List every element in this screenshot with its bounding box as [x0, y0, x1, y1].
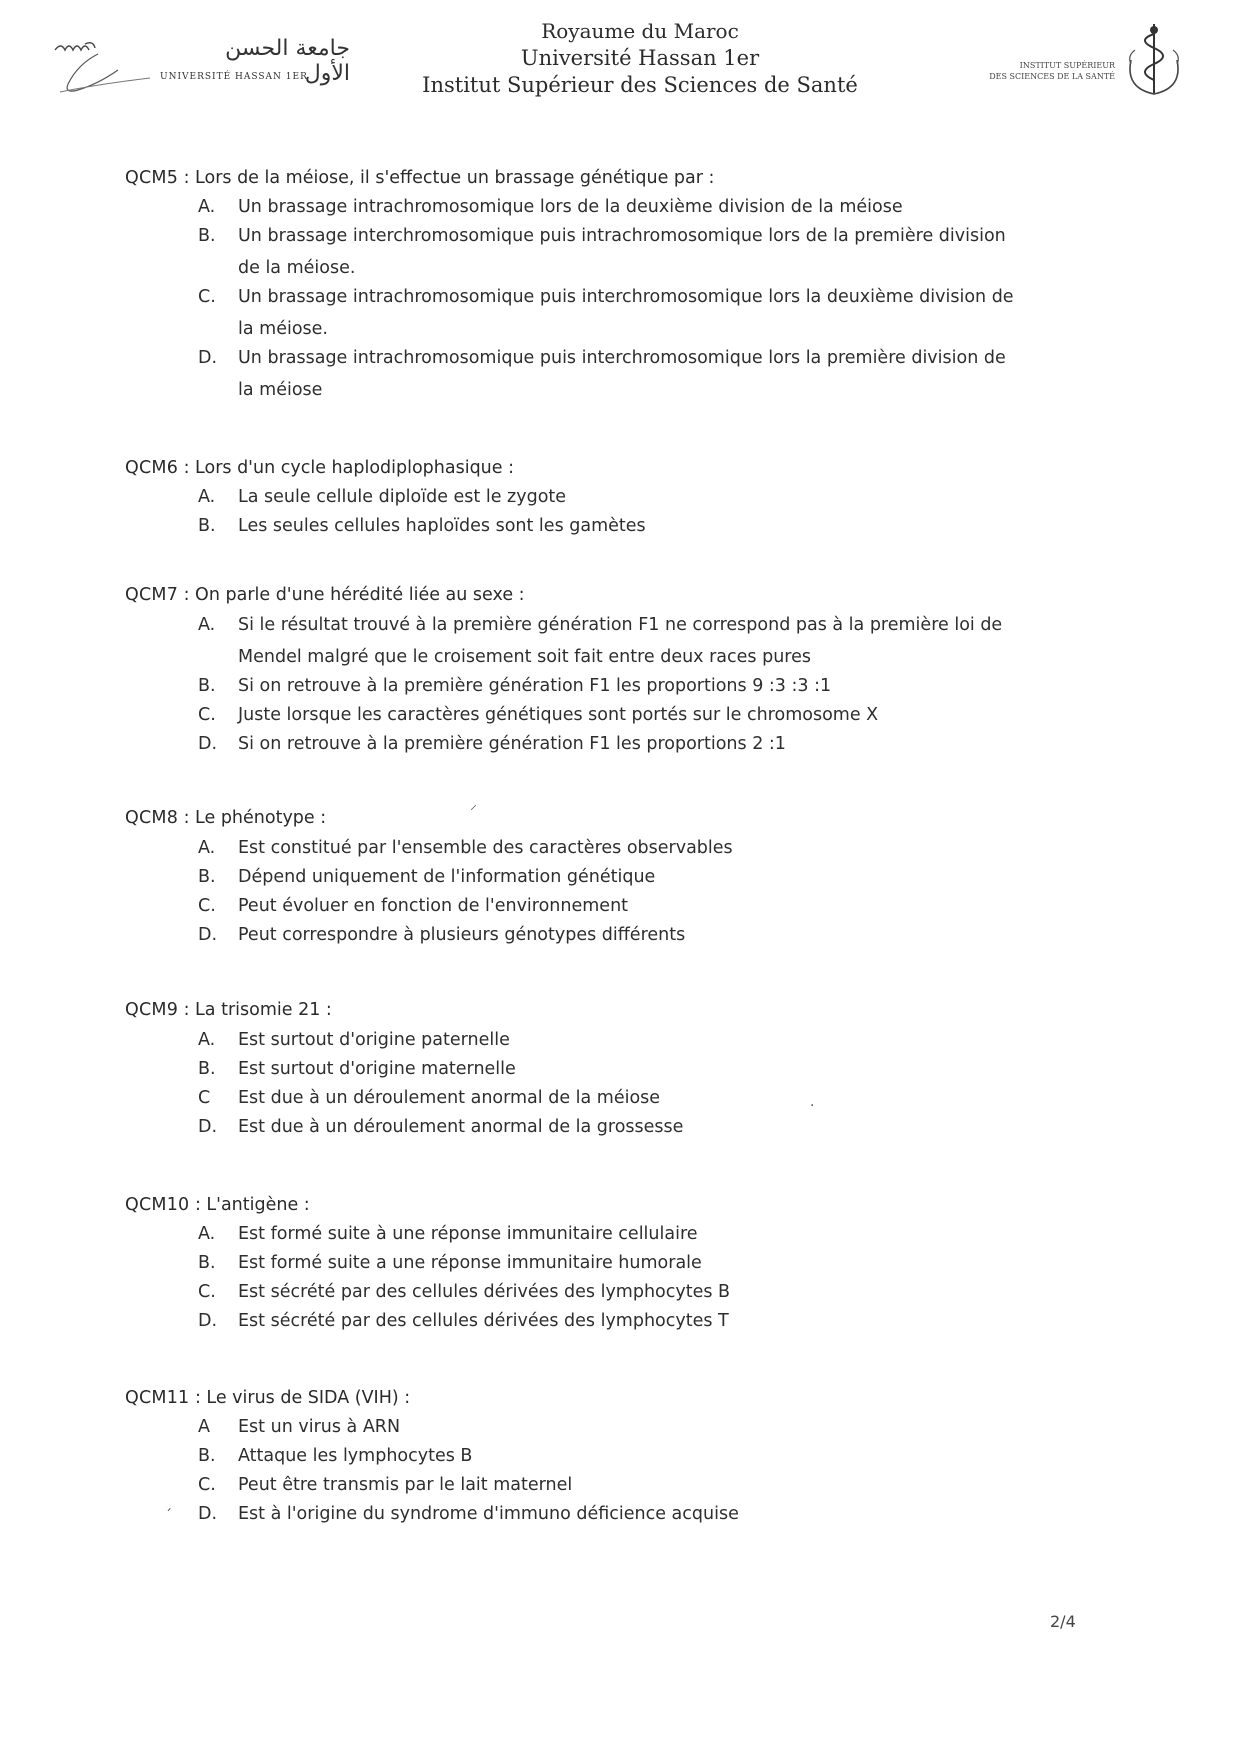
caduceus-seal-icon — [1123, 20, 1185, 100]
answer-option — [198, 1082, 1098, 1114]
institute-logo-line1: INSTITUT SUPÉRIEUR — [1019, 61, 1115, 70]
answer-option — [198, 342, 1098, 406]
header-title-university: Université Hassan 1er — [520, 46, 760, 70]
option-text — [238, 1440, 1098, 1472]
question-qcm5 — [125, 168, 714, 188]
university-logo — [50, 32, 350, 102]
university-arabic-name: جامعة الحسن الأول — [225, 36, 350, 86]
university-latin-name: UNIVERSITÉ HASSAN 1ER — [160, 72, 308, 82]
option-letter: D. — [198, 734, 218, 754]
option-text-line: Si le résultat trouvé à la première génération F1 ne correspond pas à la première loi de — [238, 615, 1003, 635]
answer-option — [198, 670, 1098, 702]
question-stem: : Le phénotype : — [178, 808, 327, 828]
answer-option — [198, 1111, 1098, 1143]
question-stem: : Le virus de SIDA (VIH) : — [189, 1388, 411, 1408]
option-text — [238, 890, 1098, 922]
pen-mark: ⸝ — [470, 797, 477, 813]
option-letter: B. — [198, 676, 216, 696]
option-letter: B. — [198, 1059, 216, 1079]
option-letter: B. — [198, 867, 216, 887]
option-letter: D. — [198, 925, 218, 945]
option-text — [238, 1469, 1098, 1501]
question-qcm10 — [125, 1195, 310, 1215]
answer-option — [198, 861, 1098, 893]
option-text — [238, 919, 1098, 951]
question-stem: : Lors de la méiose, il s'effectue un brassage génétique par : — [178, 168, 715, 188]
option-text-line: Si on retrouve à la première génération F1 les proportions 9 :3 :3 :1 — [238, 676, 832, 696]
answer-option — [198, 1305, 1098, 1337]
pen-mark: · — [810, 1098, 815, 1114]
option-text-line: Un brassage intrachromosomique puis interchromosomique lors la première division de — [238, 348, 1006, 368]
answer-option — [198, 1218, 1098, 1250]
answer-option — [198, 1053, 1098, 1085]
option-text — [238, 1024, 1098, 1056]
option-letter: A. — [198, 197, 216, 217]
option-text — [238, 1053, 1098, 1085]
option-text — [238, 1218, 1098, 1250]
option-text — [238, 1498, 1098, 1530]
option-letter: C — [198, 1088, 211, 1108]
question-id: QCM11 — [125, 1388, 190, 1408]
option-letter: D. — [198, 348, 218, 368]
answer-option — [198, 1469, 1098, 1501]
option-text-line: Dépend uniquement de l'information génétique — [238, 867, 656, 887]
option-text-line: Est un virus à ARN — [238, 1417, 401, 1437]
answer-option — [198, 1440, 1098, 1472]
option-text-line: Est formé suite à une réponse immunitaire cellulaire — [238, 1224, 698, 1244]
option-text-line: de la méiose. — [238, 258, 356, 278]
option-text-line: Peut évoluer en fonction de l'environnement — [238, 896, 629, 916]
option-text-line: Est due à un déroulement anormal de la méiose — [238, 1088, 661, 1108]
option-text — [238, 699, 1098, 731]
header-title — [380, 18, 900, 99]
option-letter: B. — [198, 1446, 216, 1466]
answer-option — [198, 832, 1098, 864]
pen-mark: ´ — [165, 1508, 172, 1524]
question-stem: : Lors d'un cycle haplodiplophasique : — [178, 458, 515, 478]
answer-option — [198, 1024, 1098, 1056]
option-text-line: Peut être transmis par le lait maternel — [238, 1475, 573, 1495]
option-text-line: Un brassage intrachromosomique puis interchromosomique lors la deuxième division de — [238, 287, 1014, 307]
option-text-line: Est sécrété par des cellules dérivées des lymphocytes B — [238, 1282, 731, 1302]
question-stem: : On parle d'une hérédité liée au sexe : — [178, 585, 525, 605]
option-text-line: Mendel malgré que le croisement soit fait entre deux races pures — [238, 647, 811, 667]
option-letter: A. — [198, 1030, 216, 1050]
answer-option — [198, 1247, 1098, 1279]
option-text-line: Est due à un déroulement anormal de la grossesse — [238, 1117, 684, 1137]
question-id: QCM10 — [125, 1195, 190, 1215]
option-letter: C. — [198, 896, 216, 916]
question-qcm6 — [125, 458, 514, 478]
option-text-line: la méiose. — [238, 319, 328, 339]
signature-mark — [50, 32, 160, 102]
option-letter: C. — [198, 1475, 216, 1495]
option-text — [238, 510, 1098, 542]
option-text — [238, 609, 1098, 673]
option-text-line: Est formé suite a une réponse immunitaire humorale — [238, 1253, 702, 1273]
question-id: QCM7 — [125, 585, 179, 605]
option-letter: A. — [198, 615, 216, 635]
option-text-line: Les seules cellules haploïdes sont les gamètes — [238, 516, 646, 536]
option-text — [238, 342, 1098, 406]
option-letter: D. — [198, 1311, 218, 1331]
option-text — [238, 220, 1098, 284]
page-header — [0, 0, 1242, 130]
option-text — [238, 1247, 1098, 1279]
option-letter: C. — [198, 1282, 216, 1302]
option-letter: D. — [198, 1117, 218, 1137]
question-qcm9 — [125, 1000, 332, 1020]
option-letter: A — [198, 1417, 210, 1437]
option-letter: B. — [198, 516, 216, 536]
answer-option — [198, 510, 1098, 542]
option-text-line: Est surtout d'origine maternelle — [238, 1059, 516, 1079]
question-stem: : L'antigène : — [189, 1195, 310, 1215]
option-text-line: La seule cellule diploïde est le zygote — [238, 487, 567, 507]
option-text-line: la méiose — [238, 380, 323, 400]
answer-option — [198, 699, 1098, 731]
option-text-line: Si on retrouve à la première génération F1 les proportions 2 :1 — [238, 734, 786, 754]
page-number: 2/4 — [1050, 1612, 1076, 1631]
answer-option — [198, 1276, 1098, 1308]
answer-option — [198, 1411, 1098, 1443]
answer-option — [198, 481, 1098, 513]
answer-option — [198, 919, 1098, 951]
option-letter: A. — [198, 838, 216, 858]
answer-option — [198, 281, 1098, 345]
option-text — [238, 861, 1098, 893]
option-text — [238, 191, 1098, 223]
option-text-line: Peut correspondre à plusieurs génotypes différents — [238, 925, 686, 945]
question-qcm7 — [125, 585, 525, 605]
option-text-line: Attaque les lymphocytes B — [238, 1446, 473, 1466]
option-text — [238, 1082, 1098, 1114]
option-letter: C. — [198, 705, 216, 725]
question-qcm11 — [125, 1388, 410, 1408]
answer-option — [198, 609, 1098, 673]
option-text — [238, 1276, 1098, 1308]
option-letter: A. — [198, 487, 216, 507]
answer-option — [198, 220, 1098, 284]
option-text — [238, 481, 1098, 513]
question-qcm8 — [125, 808, 326, 828]
option-text — [238, 281, 1098, 345]
institute-logo-line2: DES SCIENCES DE LA SANTÉ — [989, 72, 1115, 81]
question-stem: : La trisomie 21 : — [178, 1000, 332, 1020]
answer-option — [198, 890, 1098, 922]
option-letter: B. — [198, 1253, 216, 1273]
question-id: QCM6 — [125, 458, 179, 478]
header-title-institute: Institut Supérieur des Sciences de Santé — [422, 73, 858, 97]
option-letter: A. — [198, 1224, 216, 1244]
option-text — [238, 1111, 1098, 1143]
option-text-line: Est surtout d'origine paternelle — [238, 1030, 510, 1050]
option-text — [238, 1411, 1098, 1443]
institute-logo — [955, 20, 1195, 100]
question-id: QCM8 — [125, 808, 179, 828]
option-text-line: Est constitué par l'ensemble des caractères observables — [238, 838, 733, 858]
answer-option — [198, 728, 1098, 760]
question-id: QCM9 — [125, 1000, 179, 1020]
option-text-line: Un brassage interchromosomique puis intrachromosomique lors de la première division — [238, 226, 1006, 246]
option-letter: C. — [198, 287, 216, 307]
option-text — [238, 832, 1098, 864]
option-text-line: Un brassage intrachromosomique lors de la deuxième division de la méiose — [238, 197, 903, 217]
institute-logo-text — [955, 46, 1115, 82]
option-text-line: Juste lorsque les caractères génétiques sont portés sur le chromosome X — [238, 705, 879, 725]
option-text — [238, 1305, 1098, 1337]
question-id: QCM5 — [125, 168, 179, 188]
option-text-line: Est sécrété par des cellules dérivées des lymphocytes T — [238, 1311, 729, 1331]
answer-option — [198, 191, 1098, 223]
option-letter: D. — [198, 1504, 218, 1524]
header-title-country: Royaume du Maroc — [541, 19, 739, 43]
option-text-line: Est à l'origine du syndrome d'immuno déficience acquise — [238, 1504, 739, 1524]
answer-option — [198, 1498, 1098, 1530]
option-letter: B. — [198, 226, 216, 246]
option-text — [238, 728, 1098, 760]
option-text — [238, 670, 1098, 702]
